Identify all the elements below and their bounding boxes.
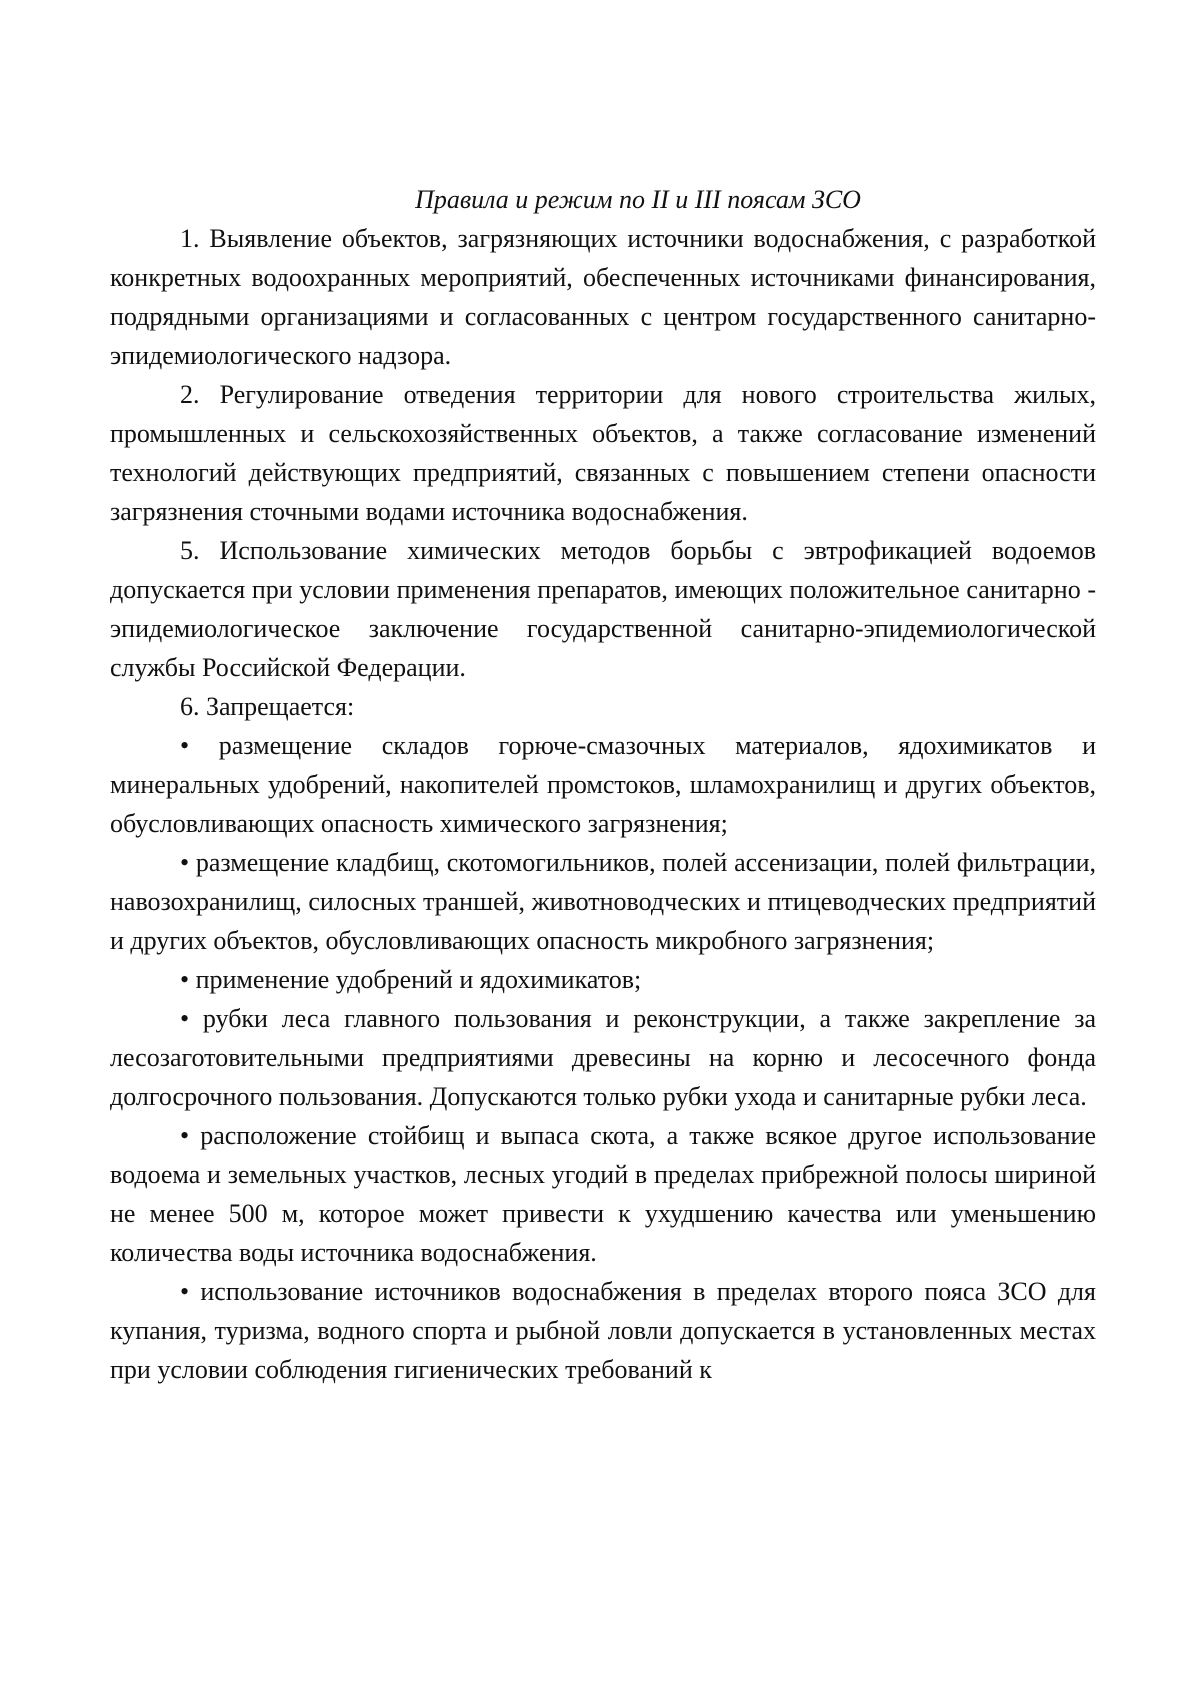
- document-title: Правила и режим по II и III поясам ЗСО: [415, 185, 861, 214]
- bullet-item: • применение удобрений и ядохимикатов;: [180, 965, 642, 994]
- paragraph-5: 5. Использование химических методов борьбы с эвтрофикацией водоемов допускается при условии применения препаратов, имеющих положительное санитарно - эпидемиологическое заключение государственной санитарно-эпидемиологической службы Российской Федерации.: [110, 536, 1096, 682]
- bullet-item: • использование источников водоснабжения в пределах второго пояса ЗСО для купания, туризма, водного спорта и рыбной ловли допускается в установленных местах при условии соблюдения гигиенических требований к: [110, 1277, 1096, 1384]
- paragraph-2: 2. Регулирование отведения территории для нового строительства жилых, промышленных и сельскохозяйственных объектов, а также согласование изменений технологий действующих предприятий, связанных с повышением степени опасности загрязнения сточными водами источника водоснабжения.: [110, 380, 1096, 526]
- paragraph-1: 1. Выявление объектов, загрязняющих источники водоснабжения, с разработкой конкретных водоохранных мероприятий, обеспеченных источниками финансирования, подрядными организациями и согласованных с центром государственного санитарно-эпидемиологического надзора.: [110, 224, 1096, 370]
- bullet-item: • размещение кладбищ, скотомогильников, полей ассенизации, полей фильтрации, навозохранилищ, силосных траншей, животноводческих и птицеводческих предприятий и других объектов, обусловливающих опасность микробного загрязнения;: [110, 848, 1096, 955]
- bullet-item: • рубки леса главного пользования и реконструкции, а также закрепление за лесозаготовительными предприятиями древесины на корню и лесосечного фонда долгосрочного пользования. Допускаются только рубки ухода и санитарные рубки леса.: [110, 1004, 1096, 1111]
- bullet-item: • размещение складов горюче-смазочных материалов, ядохимикатов и минеральных удобрений, накопителей промстоков, шламохранилищ и других объектов, обусловливающих опасность химического загрязнения;: [110, 731, 1096, 838]
- document-body: [110, 180, 1096, 1389]
- paragraph-6-heading: 6. Запрещается:: [180, 692, 355, 721]
- bullet-item: • расположение стойбищ и выпаса скота, а также всякое другое использование водоема и земельных участков, лесных угодий в пределах прибрежной полосы шириной не менее 500 м, которое может привести к ухудшению качества или уменьшению количества воды источника водоснабжения.: [110, 1121, 1096, 1267]
